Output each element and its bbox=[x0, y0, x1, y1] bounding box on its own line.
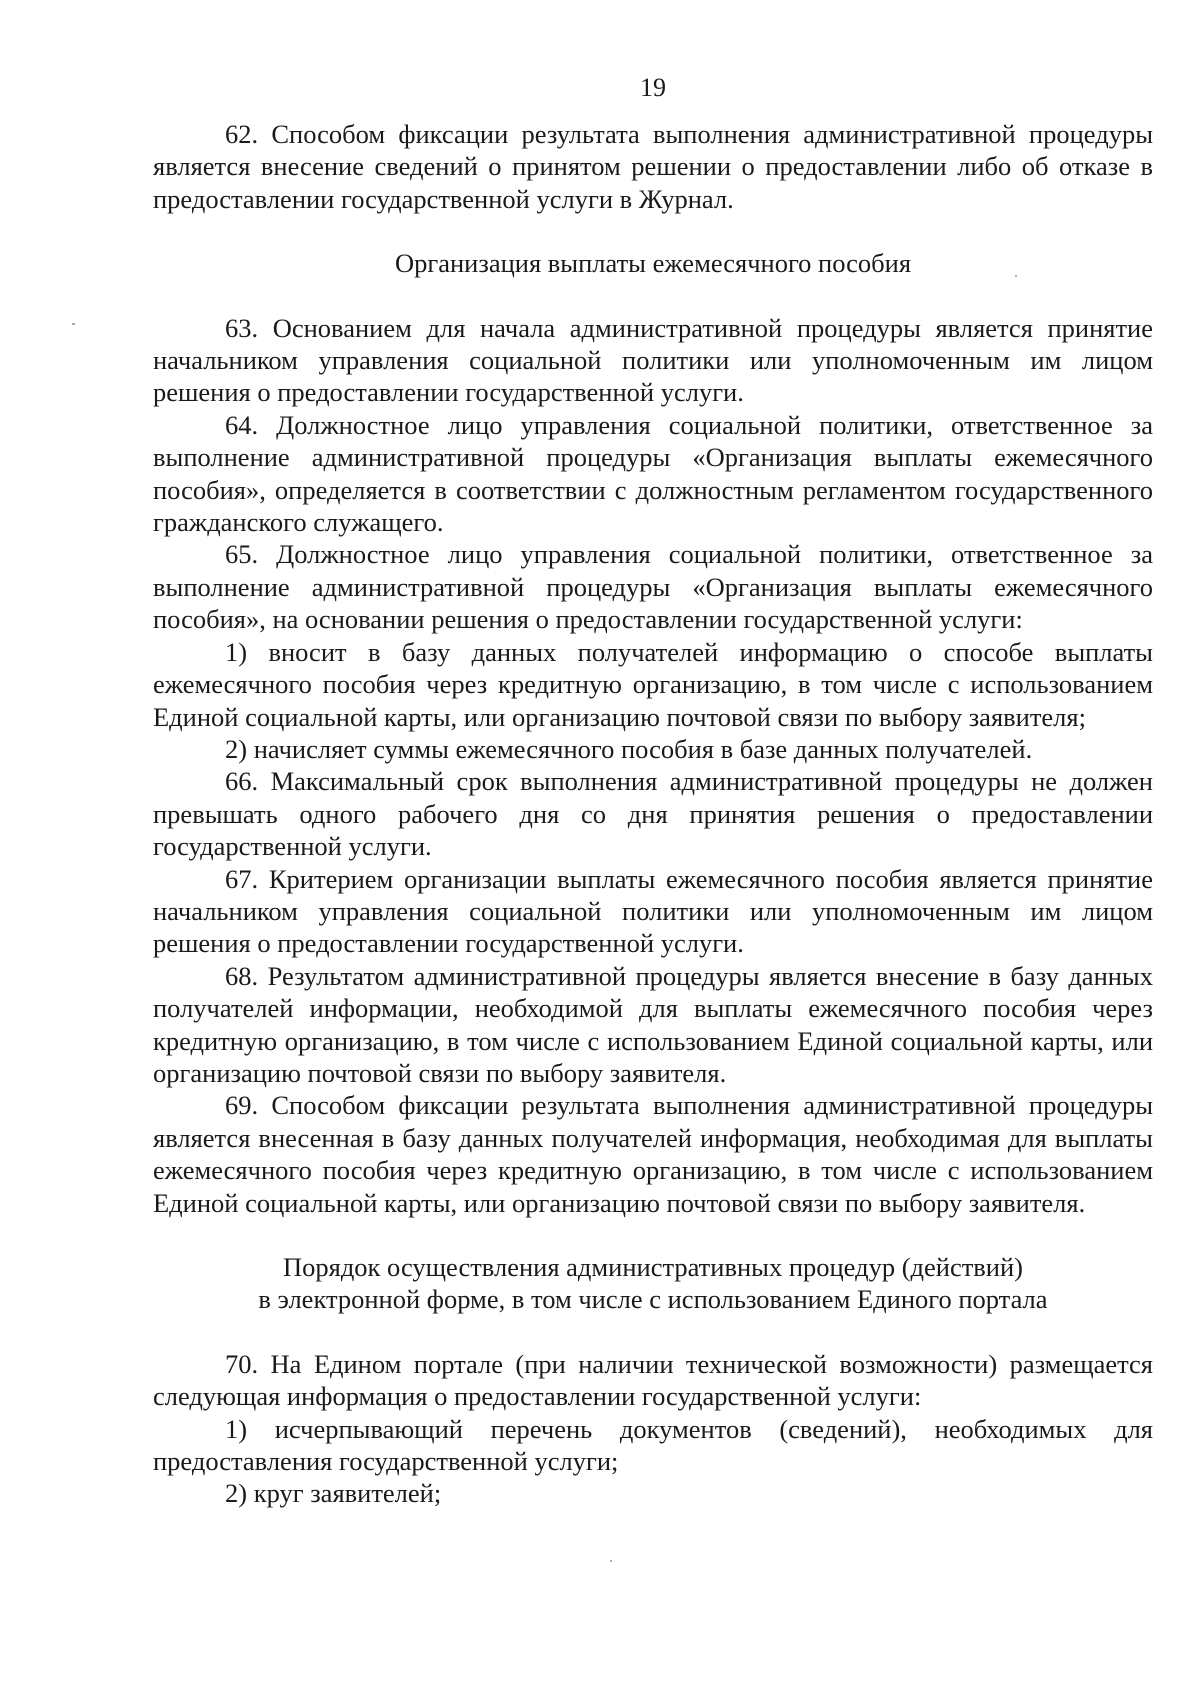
paragraph-62: 62. Способом фиксации результата выполнения административной процедуры является внесение сведений о принятом решении о предоставлении либо об отказе в предоставлении государственной услуги в Журнал. bbox=[153, 119, 1153, 214]
paragraph-65: 65. Должностное лицо управления социальной политики, ответственное за выполнение административной процедуры «Организация выплаты ежемесячного пособия», на основании решения о предоставлении государственной услуги: bbox=[153, 539, 1153, 635]
paragraph-64: 64. Должностное лицо управления социальной политики, ответственное за выполнение административной процедуры «Организация выплаты ежемесячного пособия», определяется в соответствии с должностным регламентом государственного гражданского служащего. bbox=[153, 409, 1153, 538]
page-number: 19 bbox=[640, 73, 666, 102]
scan-speck bbox=[72, 323, 75, 325]
scan-speck bbox=[610, 1560, 612, 1562]
paragraph-70-item-2: 2) круг заявителей; bbox=[225, 1478, 442, 1509]
paragraph-70: 70. На Едином портале (при наличии технической возможности) размещается следующая информация о предоставлении государственной услуги: bbox=[153, 1348, 1153, 1412]
paragraph-63: 63. Основанием для начала административной процедуры является принятие начальником управления социальной политики или уполномоченным им лицом решения о предоставлении государственной услуги. bbox=[153, 312, 1153, 408]
paragraph-66: 66. Максимальный срок выполнения административной процедуры не должен превышать одного рабочего дня со дня принятия решения о предоставлении государственной услуги. bbox=[153, 766, 1153, 862]
section-heading-electronic-procedures-line-1: Порядок осуществления административных процедур (действий) bbox=[283, 1252, 1023, 1282]
paragraph-65-item-1: 1) вносит в базу данных получателей информацию о способе выплаты ежемесячного пособия через кредитную организацию, в том числе с использованием Единой социальной карты, или организацию почтовой связи по выбору заявителя; bbox=[153, 636, 1153, 732]
paragraph-68: 68. Результатом административной процедуры является внесение в базу данных получателей информации, необходимой для выплаты ежемесячного пособия через кредитную организацию, в том числе с использованием Единой социальной карты, или организацию почтовой связи по выбору заявителя. bbox=[153, 960, 1153, 1088]
paragraph-69: 69. Способом фиксации результата выполнения административной процедуры является внесенная в базу данных получателей информация, необходимая для выплаты ежемесячного пособия через кредитную организацию, в том числе с использованием Единой социальной карты, или организацию почтовой связи по выбору заявителя. bbox=[153, 1090, 1153, 1218]
paragraph-65-item-2: 2) начисляет суммы ежемесячного пособия в базе данных получателей. bbox=[225, 733, 1033, 764]
document-body bbox=[153, 118, 1153, 1510]
paragraph-67: 67. Критерием организации выплаты ежемесячного пособия является принятие начальником управления социальной политики или уполномоченным им лицом решения о предоставлении государственной услуги. bbox=[153, 863, 1153, 959]
section-heading-monthly-allowance-payment: Организация выплаты ежемесячного пособия bbox=[394, 248, 912, 279]
paragraph-70-item-1: 1) исчерпывающий перечень документов (сведений), необходимых для предоставления государственной услуги; bbox=[153, 1413, 1153, 1477]
section-heading-electronic-procedures-line-2: в электронной форме, в том числе с использованием Единого портала bbox=[258, 1284, 1048, 1315]
scan-speck bbox=[1015, 275, 1017, 277]
